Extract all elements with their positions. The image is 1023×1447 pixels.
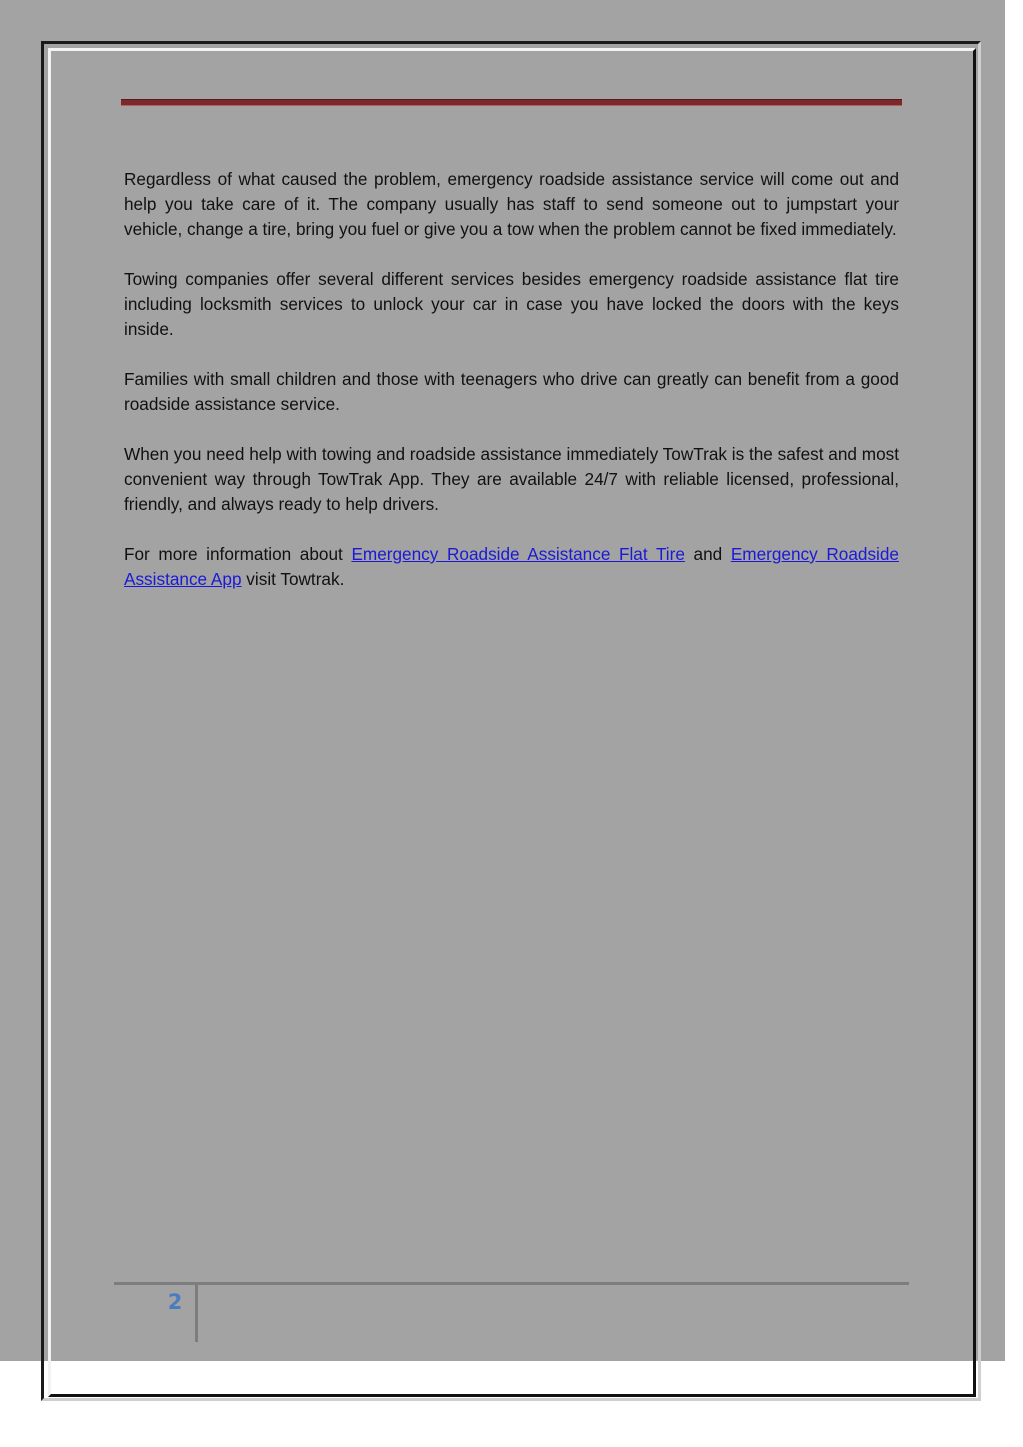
footer-rule bbox=[114, 1282, 909, 1285]
document-body bbox=[124, 167, 899, 617]
header-rule bbox=[121, 99, 902, 106]
paragraph-5-suffix: visit Towtrak. bbox=[241, 569, 345, 589]
paragraph-5 bbox=[124, 542, 899, 592]
paragraph-2: Towing companies offer several different services besides emergency roadside assistance flat tire including locksmith services to unlock your car in case you have locked the doors with the keys inside. bbox=[124, 269, 899, 339]
paragraph-1: Regardless of what caused the problem, emergency roadside assistance service will come out and help you take care of it. The company usually has staff to send someone out to jumpstart your vehicle, change a tire, bring you fuel or give you a tow when the problem cannot be fixed immediately. bbox=[124, 169, 899, 239]
page-number: 2 bbox=[167, 1290, 183, 1314]
footer-divider bbox=[195, 1285, 198, 1342]
paragraph-5-prefix: For more information about bbox=[124, 544, 352, 564]
paragraph-3: Families with small children and those with teenagers who drive can greatly can benefit from a good roadside assistance service. bbox=[124, 369, 899, 414]
flat-tire-link[interactable]: Emergency Roadside Assistance Flat Tire bbox=[351, 544, 685, 564]
paragraph-4: When you need help with towing and roadside assistance immediately TowTrak is the safest and most convenient way through TowTrak App. They are available 24/7 with reliable licensed, professional, friendly, and always ready to help drivers. bbox=[124, 444, 899, 514]
paragraph-5-middle: and bbox=[684, 544, 731, 564]
roadside-app-link[interactable]: Emergency Roadside Assistance App bbox=[124, 544, 899, 589]
